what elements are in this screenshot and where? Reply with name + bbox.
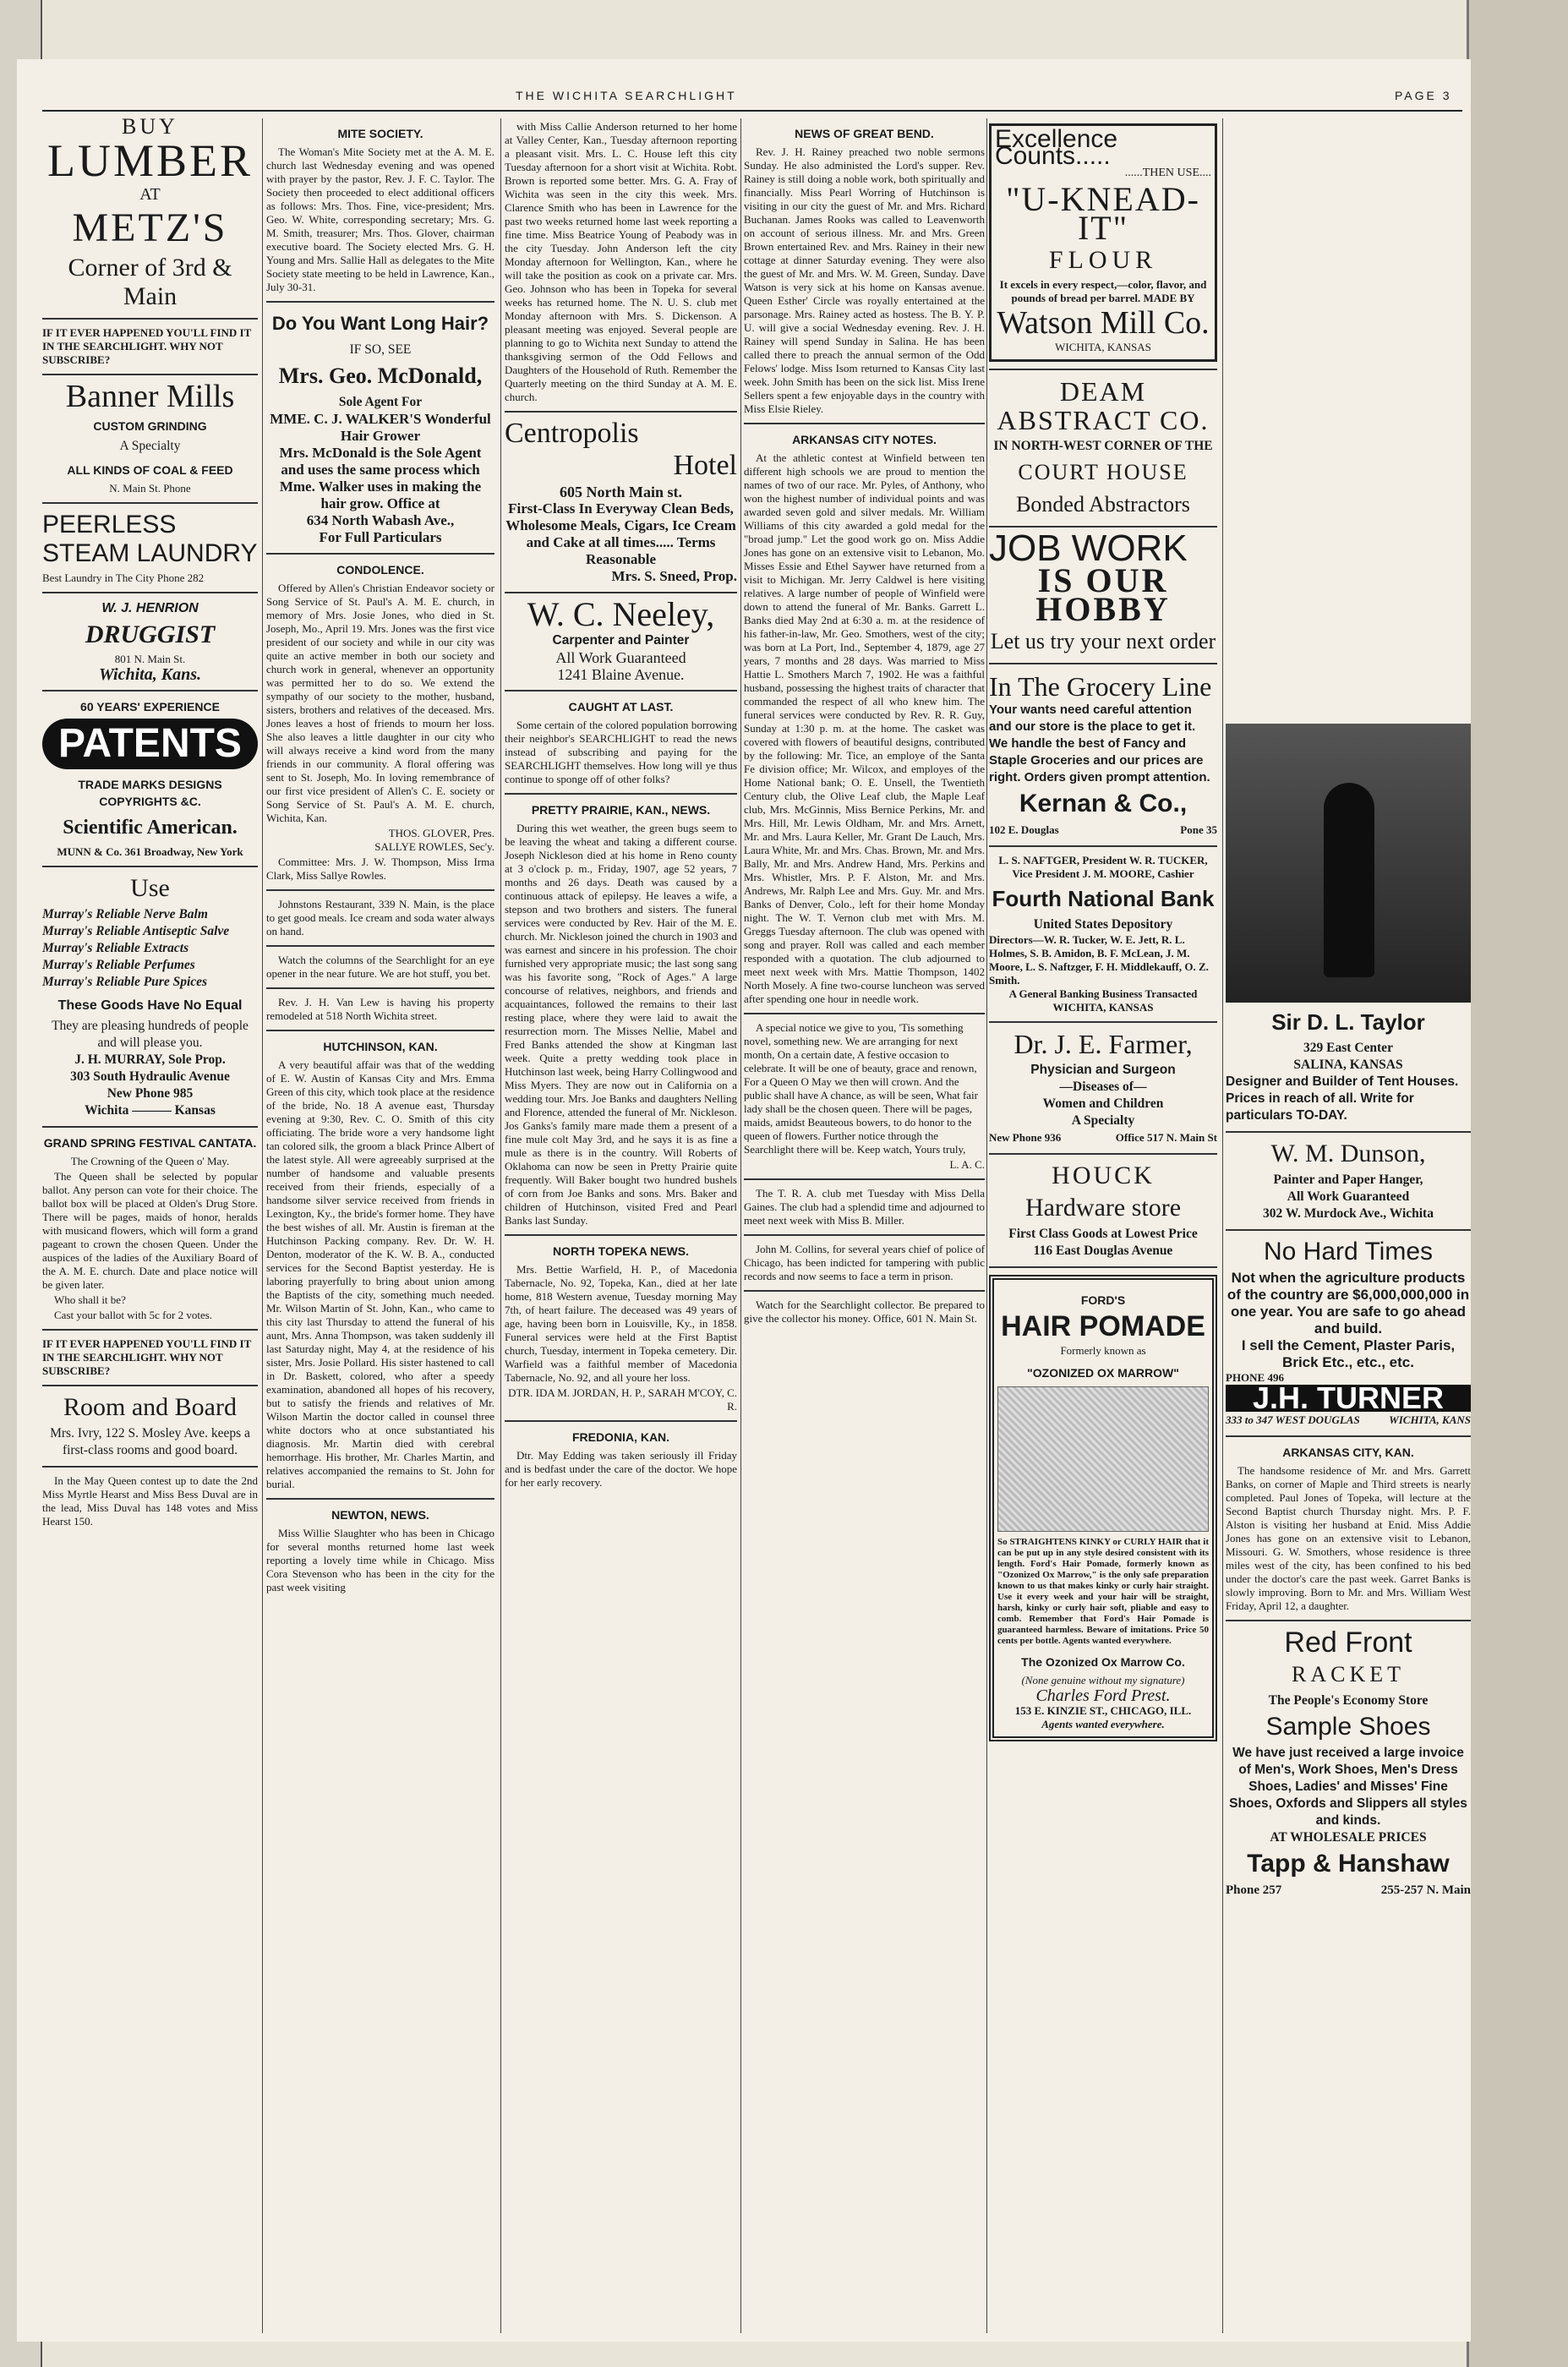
masthead-rule (42, 110, 1462, 112)
room-board-text: Mrs. Ivry, 122 S. Mosley Ave. keeps a first-class rooms and good board. (50, 1426, 250, 1457)
walker-product: MME. C. J. WALKER'S Wonderful Hair Grower (270, 411, 491, 444)
dunson-address: 302 W. Murdock Ave., Wichita (1263, 1206, 1434, 1221)
fredonia-heading: FREDONIA, KAN. (571, 1430, 670, 1444)
flour: FLOUR (1048, 246, 1158, 274)
sole-agent: Sole Agent For (338, 395, 423, 409)
johnstons-text: Johnstons Restaurant, 339 N. Main, is the place to get good meals. Ice cream and soda water always on hand. (266, 898, 494, 938)
column-rule (262, 118, 263, 2333)
subscribe-notice: IF IT EVER HAPPENED YOU'LL FIND IT IN THE SEARCHLIGHT. WHY NOT SUBSCRIBE? (42, 326, 252, 366)
column-6 (1226, 719, 1471, 2333)
masthead (42, 85, 1479, 108)
deam-location: IN NORTH-WEST CORNER OF THE (993, 439, 1213, 453)
neeley-name: W. C. Neeley, (527, 595, 715, 633)
hutchinson-text: A very beautiful affair was that of the wedding of E. W. Austin of Kansas City and Mrs. Emma Green of this city, which took place at the residence of the bride, No. 18 A avenue east, Thursday evening at 9:30, Rev. C. O. Smith of this city officiating. The bride wore a very handsome light tan colored silk, the groom a black Prince Albert of the latest style. All were agreeably surprised at the number of handsome and valuable presents received from their friends, especially of a handsome silver service received from friends in Lexington, Ky., the bride's former home. They have the best wishes of all. Mr. Austin is fireman at the Hutchinson Packing company. Rev. Dr. W. H. Denton, moderator of the K. W. B. A., conducted services for the Second Baptist yesterday. He is laboring prayerfully to bring about union among the Baptists of the city, something much needed. Mr. Wilson Martin of St. John, Kan., who came to this city last Thursday to attend the funeral of his aunt, Mrs. Anna Thompson, was taken suddenly ill last Saturday night, May 4, at the residence of his sister, Mrs. Josie Pollard. His sister hastened to call in Dr. Baskett, colored, who after a speedy examination, abandoned all hopes of his recovery, but to satisfy the friends and relatives of Mr. Wilson Martin the doctor called in counsel three white doctors who at once substantiated his diagnosis. Mr. Martin died with cerebral hemorrhage. His brother, Mr. Charles Martin, and relatives accompanied the remains to St. John for burial. (266, 1058, 494, 1490)
metz-heading: METZ'S (72, 205, 228, 250)
hutchinson-heading: HUTCHINSON, KAN. (323, 1040, 438, 1053)
tapp-phone: Phone 257 (1226, 1883, 1282, 1897)
murray-item: Murray's Reliable Perfumes (42, 958, 195, 972)
mite-text: The Woman's Mite Society met at the A. M. E. church last Wednesday evening and was opened with prayer by the pastor, Rev. J. F. C. Taylor. The Society then proceeded to elect additional officers as follows: Mrs. Thos. Fine, vice-president; Mrs. Geo. W. White, corresponding secretary; Mrs. G. M. Smith, treasurer; Mrs. Thos. Glover, chairman executive board. The Society elected Mrs. G. H. Young and Mrs. Sallie Hall as delegates to the Mite Society state meeting to be held in Lawrence, Kan., July 30-31. (266, 145, 494, 293)
hardware: Hardware store (1024, 1194, 1182, 1222)
subscribe-notice-2: IF IT EVER HAPPENED YOU'LL FIND IT IN THE SEARCHLIGHT. WHY NOT SUBSCRIBE? (42, 1337, 252, 1377)
no-hard-times: No Hard Times (1263, 1238, 1434, 1265)
taylor-name: Sir D. L. Taylor (1271, 1009, 1425, 1035)
condolence-sig-1: THOS. GLOVER, Pres. (388, 827, 494, 839)
tapp-hanshaw: Tapp & Hanshaw (1247, 1850, 1450, 1878)
newton-heading: NEWTON, NEWS. (331, 1508, 429, 1522)
dunson-guaranteed: All Work Guaranteed (1287, 1189, 1410, 1204)
patents-experience: 60 YEARS' EXPERIENCE (80, 700, 220, 713)
hair-pomade: HAIR POMADE (1001, 1310, 1205, 1342)
turner-address: 333 to 347 WEST DOUGLAS (1226, 1413, 1360, 1426)
continued-text: with Miss Callie Anderson returned to her home at Valley Center, Kan., Tuesday afternoon reporting a pleasant visit. Mrs. L. C. House left this city Tuesday afternoon for a short visit at Wichita. Robt. Brown is reported some better. Mrs. G. A. Fray of Wichita was seen in the city this week. Mrs. Clarence Smith who has been in Lawrence for the past two weeks returned home last week reporting a fine time. Miss Beatrice Young of Peabody was in the city Tuesday. John Anderson left the city Monday afternoon for Wellington, Kan., where he will take the position as cook on a private car. Mrs. Geo. Johnson who has been in Topeka for several weeks has returned home. The N. U. S. club met Monday afternoon with Mrs. S. Dickenson. A pleasant meeting was enjoyed. Several people are planning to go to Wichita next Sunday to attend the thanksgiving sermon of the Odd Fellows and Daughters of the Household of Ruth. Remember the Quarterly meeting on the third Sunday at A. M. E. church. (505, 120, 737, 403)
at-text: AT (139, 185, 161, 204)
formerly-known: Formerly known as (1060, 1344, 1146, 1357)
ford-address: 153 E. KINZIE ST., CHICAGO, ILL. (1014, 1704, 1192, 1717)
taylor-text: Designer and Builder of Tent Houses. Prices in reach of all. Write for particulars TO-DAY. (1226, 1074, 1459, 1123)
festival-question: Who shall it be? (54, 1293, 126, 1306)
grocery-text: Your wants need careful attention and our store is the place to get it. We handle the best of Fancy and Staple Groceries and our prices are right. Orders given prompt attention. (989, 702, 1210, 784)
excellence: Excellence Counts..... (995, 125, 1118, 170)
column-1 (42, 118, 258, 2333)
murray-item: Murray's Reliable Extracts (42, 941, 189, 955)
buy-heading: BUY (122, 118, 178, 139)
column-5 (989, 118, 1217, 2333)
kernan: Kernan & Co., (1019, 790, 1188, 817)
banner-mills: Banner Mills (65, 379, 235, 414)
fourth-national: Fourth National Bank (992, 886, 1215, 911)
druggist-heading: DRUGGIST (85, 620, 216, 648)
farmer-phone: New Phone 936 (989, 1131, 1062, 1144)
kernan-phone: Pone 35 (1180, 823, 1217, 836)
let-us-try: Let us try your next order (990, 629, 1216, 653)
poem-signature: L. A. C. (949, 1158, 985, 1171)
none-genuine: (None genuine without my signature) (1021, 1674, 1185, 1686)
mcdonald-name: Mrs. Geo. McDonald, (278, 364, 483, 388)
watson-location: WICHITA, KANSAS (1055, 341, 1151, 353)
kernan-address: 102 E. Douglas (989, 823, 1059, 836)
murray-item: Murray's Reliable Nerve Balm (42, 907, 208, 921)
ark-city-heading: ARKANSAS CITY, KAN. (1282, 1446, 1414, 1459)
pomade-ad (989, 1275, 1217, 1741)
lumber-heading: LUMBER (46, 135, 254, 186)
if-so: IF SO, SEE (349, 342, 412, 357)
no-equal: These Goods Have No Equal (57, 998, 243, 1013)
prairie-heading: PRETTY PRAIRIE, KAN., NEWS. (531, 803, 711, 817)
turner-location: WICHITA, KANS (1389, 1413, 1471, 1426)
topeka-heading: NORTH TOPEKA NEWS. (552, 1244, 689, 1258)
murray-item: Murray's Reliable Pure Spices (42, 975, 208, 989)
room-board: Room and Board (63, 1393, 237, 1421)
great-bend-heading: NEWS OF GREAT BEND. (795, 127, 934, 140)
munn-address: MUNN & Co. 361 Broadway, New York (57, 845, 243, 858)
general-banking: A General Banking Business Transacted (1008, 987, 1198, 1000)
arkansas-text: At the athletic contest at Winfield between ten different high schools we are proud to mention the names of two of our race. Mr. Pyles, of Anthony, who won the highest number of individual points and was awarded seven gold and silver medals. Mr. William Williams of this city awarded a gold medal for the "broad jump." Let the good work go on. Miss Addie Jones has gone on an extensive visit to Lebanon, Mo. Misses Essie and Ethel Saywer have returned from a visit to Michigan. Mr. Jerry Caldwel is here visiting relatives. A large number of people of Winfield were down to attend the funeral of Mr. Banks. Garrett L. Banks died May 2nd at 6:30 a. m. at the residence of his father-in-law, Mr. Geo. Smothers, west of the city; was born at La Port, Ind., September 4, 1879, age 27 years, 7 months and 28 days. Was married to Miss Hattie L. Smothers March 7, 1902. He was a faithful husband, possessing the highest traits of character that commanded the respect of all who knew him. The funeral services were conducted by Rev. R. R. Guy, Sunday at 1:30 p. m. at the home. The casket was covered with flowers of beautiful designs, contributed by the following: Mr. Tice, an employe of the Santa Fe division office; Mr. Wilcox, and employes of the Home National bank; O. E. Unsell, the Twentieth Century club, the Olive Leaf club, the Maple Leaf club, Mrs. McGinnis, Miss Bernice Perkins, Mr. and Mrs. Hill, Mr. Lewis Oldham, Mr. and Mrs. Arnett, Mr. and Mrs. Laura Keller, Mr. Grant De Lauch, Mrs. Laura White, Mr. and Mrs. Chas. Brown, Mr. and Mrs. Bally, Mr. and Mrs. Andrew Hand, Mrs. Perkins and Mrs. Whistler, Mrs. P. F. Alston, Mr. and Mrs. Andrews, Mr. Ralph Lee and Mrs. Guy. Mr. and Mrs. Banks of Denver, Colo., left for their home Monday night. The W. T. Vernon club met with Mrs. M. Greggs Tuesday afternoon. The club was opened with song and prayer. Roll was called and each member responded with a quotation. The club adjourned to meet next week with Mrs. Mattie Thompson, 1402 North Mosely. A fine two-course luncheon was served after spending one hour in needle work. (744, 451, 985, 1005)
paper-title: THE WICHITA SEARCHLIGHT (516, 89, 737, 102)
cement-text: I sell the Cement, Plaster Paris, Brick Etc., etc., etc. (1241, 1337, 1456, 1370)
hotel-text: First-Class In Everyway Clean Beds, Wholesome Meals, Cigars, Ice Cream and Cake at all times..... Terms Reasonable (505, 500, 736, 567)
henrion-name: W. J. HENRION (101, 601, 199, 615)
murray-phone: New Phone 985 (107, 1086, 194, 1101)
dunson-name: W. M. Dunson, (1270, 1140, 1426, 1167)
agents-wanted: Agents wanted everywhere. (1041, 1718, 1165, 1730)
neeley-address: 1241 Blaine Avenue. (557, 666, 685, 683)
murray-address: 303 South Hydraulic Avenue (70, 1069, 230, 1084)
condolence-sig-2: SALLYE ROWLES, Sec'y. (374, 840, 494, 853)
watson: Watson Mill Co. (997, 305, 1210, 341)
specialty: A Specialty (119, 439, 181, 453)
condolence-committee: Committee: Mrs. J. W. Thompson, Miss Irma Clark, Miss Sallye Rowles. (266, 856, 494, 882)
pleasing-text: They are pleasing hundreds of people and will please you. (52, 1019, 249, 1050)
bonded: Bonded Abstractors (1016, 492, 1190, 517)
taylor-city: SALINA, KANSAS (1293, 1058, 1403, 1072)
fords: FORD'S (1080, 1293, 1126, 1307)
physician: Physician and Surgeon (1030, 1063, 1176, 1077)
deam-abstract: DEAM ABSTRACT CO. (997, 376, 1210, 435)
caught-text: Some certain of the colored population borrowing their neighbor's SEARCHLIGHT to read the news instead of subscribing and paying for the SEARCHLIGHT themselves. How long will ye thus continue to sponge off of other folks? (505, 719, 737, 785)
hair-address: 634 North Wabash Ave., (306, 512, 455, 528)
murray-prop: J. H. MURRAY, Sole Prop. (74, 1052, 226, 1067)
sample-shoes: Sample Shoes (1265, 1713, 1431, 1741)
patents-logo: PATENTS (42, 719, 258, 769)
women-children: Women and Children (1042, 1096, 1164, 1111)
job-work: JOB WORK (989, 528, 1188, 569)
great-bend-text: Rev. J. H. Rainey preached two noble sermons Sunday. He also administed the Lord's supper. Rev. Rainey is still doing a noble work, both spiritually and financially. Miss Pearl Worring of Hutchinson is visiting in our city the guest of Mr. and Mrs. Richard Buchanan. James Rooks was called to Leavenworth on account of serious illness. Mr. and Mrs. Green Brown entertained Rev. and Mrs. Rainey in their new cottage at dinner Saturday evening. They were also the guest of Mr. and Mrs. W. M. Green, Sunday. Dave Watson is very sick at his home on Kansas avenue. Queen Esther' Circle was royally entertained at the parsonage. Mrs. Rainey acted as hostess. The B. Y. P. U. will give a social Wednesday evening. Rev. J. H. Rainey will spend Sunday in Salina. He has been called there to preach the annual sermon of the Odd Felows' lodge. Miss Isom returned to Kansas City last week. John Smith has been on the sick list. Miss Irene Sellers spent a few enjoyable days in the country with Miss Elsie Rieley. (744, 145, 985, 415)
vanlew-text: Rev. J. H. Van Lew is having his property remodeled at 518 North Wichita street. (266, 996, 494, 1022)
festival-ballot: Cast your ballot with 5c for 2 votes. (54, 1309, 213, 1321)
murray-city: Wichita ——— Kansas (85, 1103, 216, 1118)
scientific-american: Scientific American. (63, 817, 238, 839)
custom-grinding: CUSTOM GRINDING (93, 419, 207, 433)
coal-feed: ALL KINDS OF COAL & FEED (67, 463, 233, 477)
carpenter: Carpenter and Painter (552, 633, 690, 648)
sample-text: We have just received a large invoice of Men's, Work Shoes, Men's Dress Shoes, Ladies' and Misses' Fine Shoes, Oxfords and Slippers all styles and kinds. (1229, 1746, 1467, 1828)
neeley-guaranteed: All Work Guaranteed (555, 649, 686, 666)
turner-logo: J.H. TURNER (1226, 1385, 1471, 1412)
centropolis: Centropolis (505, 418, 639, 449)
ford-signature: Charles Ford Prest. (1035, 1686, 1171, 1705)
dunson-trade: Painter and Paper Hanger, (1273, 1173, 1423, 1187)
topeka-signature: DTR. IDA M. JORDAN, H. P., SARAH M'COY, C. R. (508, 1386, 737, 1413)
collector-text: Watch for the Searchlight collector. Be prepared to give the collector his money. Office, 601 N. Main St. (744, 1298, 985, 1325)
bank-officers: L. S. NAFTGER, President W. R. TUCKER, Vice President J. M. MOORE, Cashier (998, 854, 1208, 880)
grocery-heading: In The Grocery Line (989, 671, 1212, 702)
caught-heading: CAUGHT AT LAST. (568, 700, 674, 713)
woman-portrait-illustration (997, 1386, 1209, 1532)
farmer-specialty: A Specialty (1071, 1113, 1135, 1128)
our-hobby: IS OUR HOBBY (1035, 561, 1171, 628)
newton-text: Miss Willie Slaughter who has been in Chicago for several months returned home last week reporting a lovely time while in Chicago. Miss Cora Stevenson who has been in the city for the past week visiting (266, 1527, 494, 1593)
farmer-name: Dr. J. E. Farmer, (1013, 1029, 1193, 1059)
topeka-text: Mrs. Bettie Warfield, H. P., of Macedonia Tabernacle, No. 92, Topeka, Kan., died at her late home, 818 Western avenue, Tuesday morning May 7th, of heart failure. The deceased was 49 years of age, having been born in Louisville, Ky., in 1858. Funeral services were held at the First Baptist church, Tuesday, interment in Topeka cemetery. Dir. Warfield was a faithful member of Macedonia Tabernacle, No. 92, and all youre her loss. (505, 1263, 737, 1384)
may-queen-text: In the May Queen contest up to date the 2nd Miss Myrtle Hearst and Miss Bess Duval are in the lead, Miss Duval has 148 votes and Miss Hearst 150. (42, 1474, 258, 1528)
ozonized-company: The Ozonized Ox Marrow Co. (1021, 1655, 1185, 1669)
houck-address: 116 East Douglas Avenue (1033, 1244, 1173, 1258)
bank-location: WICHITA, KANSAS (1052, 1001, 1154, 1014)
hair-text: Mrs. McDonald is the Sole Agent and uses the same process which Mme. Walker uses in making the hair grow. Office at (279, 445, 482, 511)
poem-text: A special notice we give to you, 'Tis something novel, something new. We are arranging for next month, On a certain date, A festive occasion to celebrate. It will be one of beauty, grace and renown, For a Queen O May we then will crown. And the public shall have A chance, as will be seen, What fair lady shall be the chosen queen. There will be pages, maids, amidst Beauteous bowers, to do honor to the queen of flowers. Further notice through the Searchlight there will be. Keep watch, Yours truly, (744, 1021, 978, 1156)
festival-subheading: The Crowning of the Queen o' May. (70, 1155, 230, 1167)
economy-store: The People's Economy Store (1268, 1693, 1429, 1708)
festival-heading: GRAND SPRING FESTIVAL CANTATA. (43, 1136, 257, 1150)
hotel-word: Hotel (673, 450, 737, 481)
column-rule (740, 118, 741, 2333)
column-rule (500, 118, 501, 2333)
no-hard-text: Not when the agriculture products of the country are $6,000,000,000 in one year. You are safe to go ahead and build. (1227, 1270, 1470, 1337)
condolence-heading: CONDOLENCE. (336, 563, 424, 577)
diseases: —Diseases of— (1059, 1080, 1147, 1094)
houck: HOUCK (1052, 1162, 1155, 1189)
column-4 (744, 118, 985, 2333)
racket: RACKET (1292, 1662, 1405, 1686)
metz-corner: Corner of 3rd & Main (68, 254, 232, 310)
use-heading: Use (130, 874, 170, 902)
farmer-office: Office 517 N. Main St (1115, 1131, 1217, 1144)
henrion-address: 801 N. Main St. (114, 653, 186, 665)
festival-text: The Queen shall be selected by popular ballot. Any person can vote for their choice. The ballot box will be placed at Olden's Drug Store. There will be pages, maids of honor, heralds with musicand flowers, which will form a grand pageant to crown the chosen Queen. Under the auspices of the ladies of the Auxiliary Board of the A. M. E. church. Date and place notice will be given later. (42, 1170, 258, 1291)
prairie-text: During this wet weather, the green bugs seem to be leaving the wheat and taking a different course. Joseph Nickleson died at his home in Reno county at 3 o'clock p. m., Friday, 1907, age 52 years, 7 months and 26 days. Death was caused by a continuous attack of epilepsy. He leaves a wife, a stepson and two brothers and sisters. The funeral services were conducted by Rev. Hair of the M. E. church. Mr. Nickleson joined the church in 1903 and was earnest and sincere in his profession. The choir furnished very appropriate music; the last song sang was his favorite song, "Rock of Ages." A large concourse of relatives, neighbors, and friends and acquaintances, followed the remains to their last resting place, where they were laid to await the resurrection morn. The Misses Nellie, Mabel and Fred Banks attended the show at Kingman last week. Quite a pretty wedding took place in Hutchinson last week, being Harry Collingwood and Miss Myers. They are now out in California on a wedding tour. Mrs. Joe Banks and daughters Nelling and Florence, attended the funeral of Mr. Nickleson. Jos Ganks's family mare made them a present of a fine mule colt May 3rd, and he says it is as fine a mule as there is in the country. Will Roberts of Oklahoma can now be seen in Pretty Prairie quite frequently. Will Baker bought two hundred bushels of corn from Joe Banks and sons. Mrs. Baker and children of Hutchinson, visited Fred and Pearl Banks last Sunday. (505, 822, 737, 1227)
turner-phone: PHONE 496 (1226, 1371, 1284, 1384)
column-2 (266, 118, 494, 2333)
binding-strip-right (1467, 0, 1568, 2367)
standing-man-figure (1324, 783, 1374, 977)
murray-item: Murray's Reliable Antiseptic Salve (42, 924, 230, 938)
condolence-text: Offered by Allen's Christian Endeavor society or Song Service of St. Paul's A. M. E. church, in memory of Mrs. Josie Jones, who died in St. Joseph, Mo., April 19. Mrs. Jones was the first vice president of our society and while in our city was quite an active member in both our society and church work in general, whenever an opportunity was permitted her to do so. We extend the sympathy of our society to the mother, husband, sisters, brothers and relatives of the deceased. Mrs. Jones leaves a host of friends to mourn her loss. She also leaves a little daughter in our city who will always receive a kind word from the many friends in our community. A floral offering was sent to St. Joseph, Mo. In loving remembrance of our first vice president of Allen's C. E. society or Song Service of St. Paul's A. M. E. church, Wichita, Kan. (266, 582, 494, 824)
henrion-city: Wichita, Kans. (99, 665, 201, 684)
taylor-photo (1226, 724, 1471, 1003)
column-3 (505, 118, 737, 2333)
directors: Directors—W. R. Tucker, W. E. Jett, R. L. Holmes, S. B. Amidon, B. F. McLean, J. M. Moore, L. S. Naftzger, F. H. Middlekauff, O. Z. Smith. (989, 933, 1209, 987)
taylor-address: 329 East Center (1303, 1041, 1393, 1055)
banner-address: N. Main St. Phone (109, 482, 191, 495)
long-hair-heading: Do You Want Long Hair? (271, 313, 489, 334)
court-house: COURT HOUSE (1018, 460, 1188, 484)
hotel-prop: Mrs. S. Sneed, Prop. (611, 568, 737, 584)
first-class-goods: First Class Goods at Lowest Price (1008, 1227, 1198, 1241)
collins-text: John M. Collins, for several years chief of police of Chicago, has been indicted for tampering with public records and now seems to face a term in prison. (744, 1243, 985, 1282)
excels: It excels in every respect,—color, flavor, and pounds of bread per barrel. MADE BY (999, 278, 1207, 304)
arkansas-heading: ARKANSAS CITY NOTES. (792, 433, 937, 446)
depository: United States Depository (1033, 917, 1173, 932)
uknead-ad (989, 123, 1217, 362)
trademarks: TRADE MARKS DESIGNS COPYRIGHTS &C. (78, 778, 222, 808)
column-rule (986, 118, 987, 2333)
then-use: ......THEN USE.... (1124, 167, 1211, 179)
column-rule (1222, 118, 1223, 2333)
hair-particulars: For Full Particulars (319, 529, 442, 545)
grocery-ad (989, 671, 1217, 839)
page-number: PAGE 3 (1395, 89, 1452, 102)
peerless-laundry: PEERLESS STEAM LAUNDRY (42, 511, 258, 567)
hotel-address: 605 North Main st. (560, 484, 682, 500)
pomade-text: So STRAIGHTENS KINKY or CURLY HAIR that it can be put up in any style desired consistent with its length. Ford's Hair Pomade, formerly known as "Ozonized Ox Marrow," is the only safe preparation known to us that makes kinky or curly hair straight. Use it every week and your hair will be straight, harsh, kinky or curly hair soft, pliable and easy to comb. Remember that Ford's Hair Pomade is guaranteed harmless. Beware of imitations. Price 50 cents per bottle. Agents wanted everywhere. (997, 1537, 1209, 1646)
watch-text: Watch the columns of the Searchlight for an eye opener in the near future. We are hot stuff, you bet. (266, 954, 494, 980)
mite-heading: MITE SOCIETY. (337, 127, 423, 140)
fredonia-text: Dtr. May Edding was taken seriously ill Friday and is bedfast under the care of the doctor. We hope for her early recovery. (505, 1449, 737, 1489)
uknead: "U-KNEAD-IT" (1006, 180, 1200, 247)
ark-city-text: The handsome residence of Mr. and Mrs. Garrett Banks, on corner of Maple and Third streets is nearly completed. Paul Jones of Topeka, will lecture at the Second Baptist church Thursday night. Mrs. P. F. Alston is visiting her husband at Enid. Miss Addie Jones has gone on an extensive visit to Lebanon, Missouri. G. W. Smothers, whose residence is three miles west of the city, has been confined to his bed under the doctor's care the past week. Garret Banks is slowly improving. Born to Mr. and Mrs. William West Friday, April 12, a daughter. (1226, 1464, 1471, 1612)
wholesale-prices: AT WHOLESALE PRICES (1270, 1830, 1427, 1845)
laundry-phone: Best Laundry in The City Phone 282 (42, 571, 205, 584)
ozonized-ox-marrow: "OZONIZED OX MARROW" (1027, 1366, 1179, 1380)
red-front: Red Front (1284, 1626, 1412, 1659)
tapp-address: 255-257 N. Main (1380, 1883, 1471, 1897)
tra-text: The T. R. A. club met Tuesday with Miss Della Gaines. The club had a splendid time and adjourned to meet next week with Miss B. Miller. (744, 1187, 985, 1227)
